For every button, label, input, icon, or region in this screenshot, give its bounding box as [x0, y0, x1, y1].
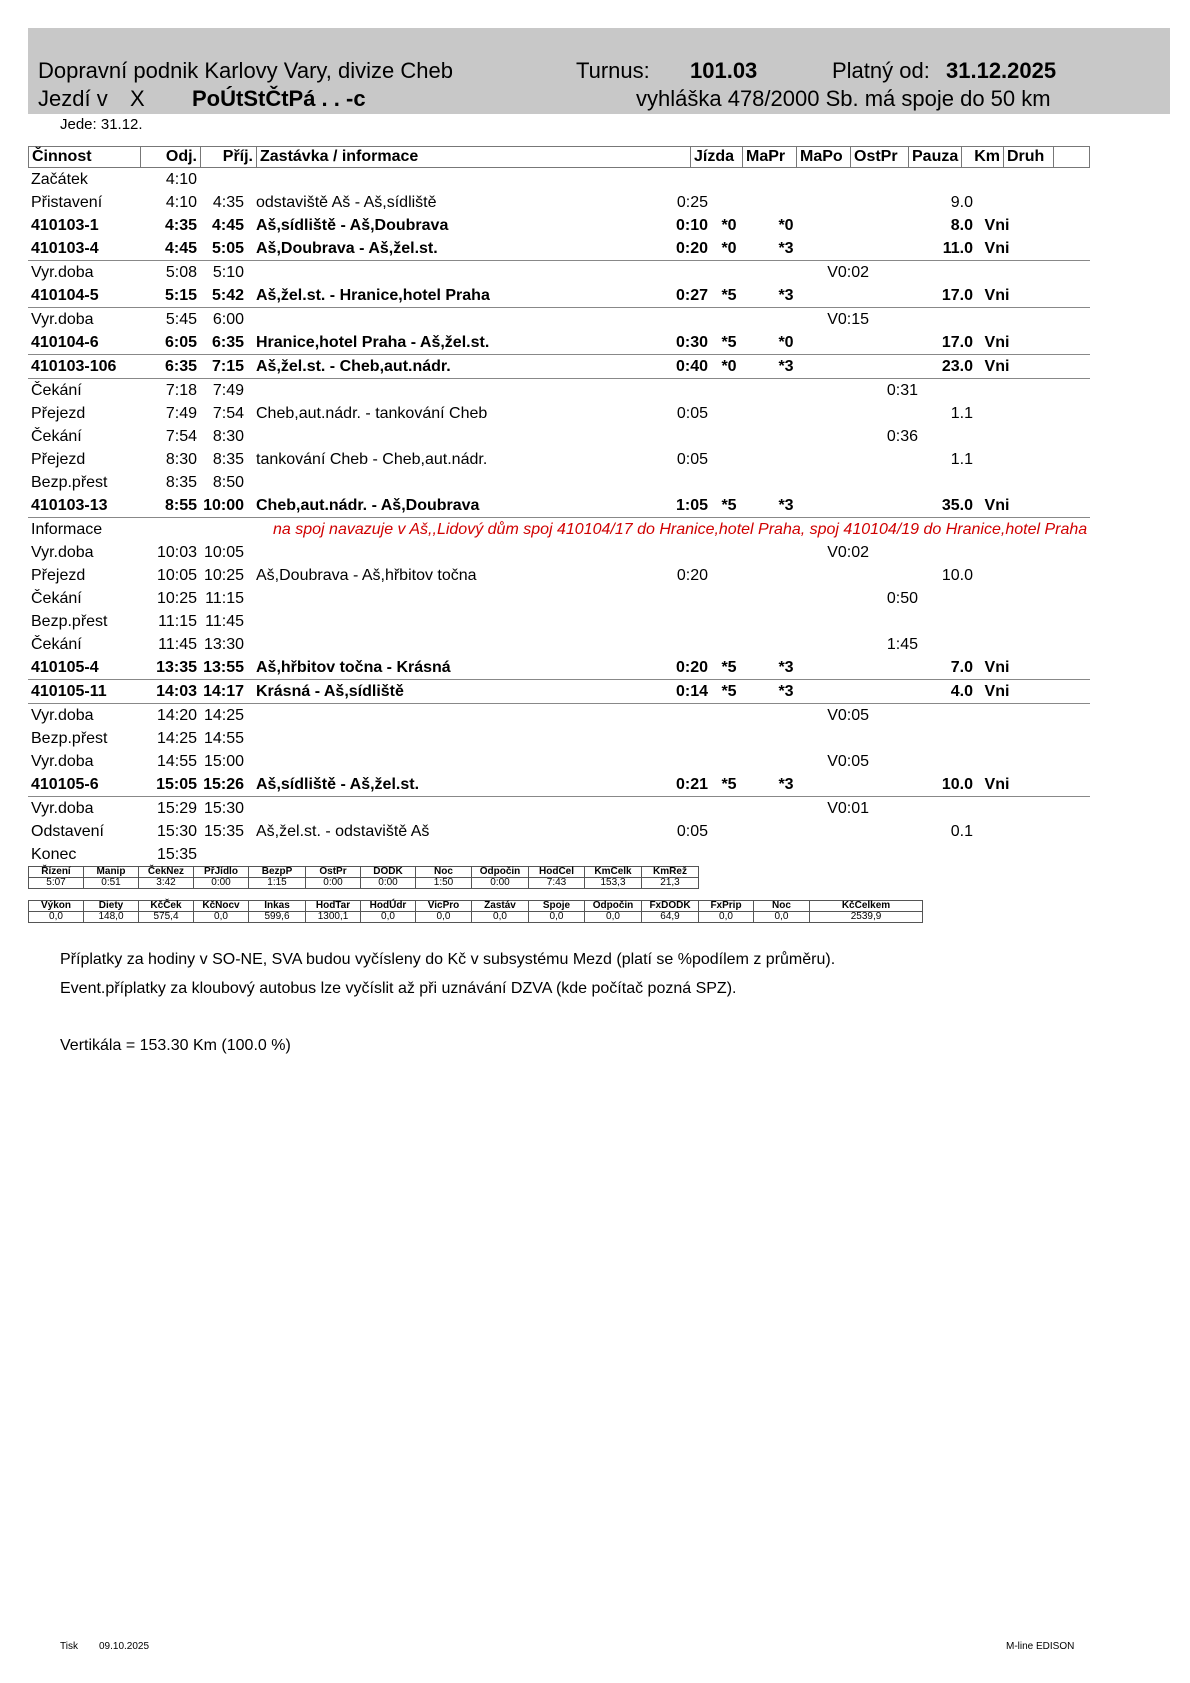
summary-header: Manip — [84, 867, 139, 878]
cell: *3 — [778, 659, 794, 676]
summary-value: 0,0 — [529, 912, 585, 923]
cell: 410103-106 — [31, 358, 117, 375]
cell: Informace — [31, 521, 103, 538]
summary-value: 0:00 — [472, 878, 529, 889]
cell: Aš,Doubrava - Aš,hřbitov točna — [256, 567, 477, 584]
column-header: OstPr — [851, 147, 909, 167]
cell: 0:20 — [676, 567, 708, 584]
summary-value: 0:00 — [194, 878, 249, 889]
column-header: Odj. — [141, 147, 201, 167]
summary-value: 5:07 — [29, 878, 84, 889]
cell: 5:08 — [165, 264, 197, 281]
cell: 7:49 — [165, 405, 197, 422]
cell: 8:35 — [165, 474, 197, 491]
summary-value: 153,3 — [585, 878, 642, 889]
cell: 9.0 — [950, 194, 973, 211]
cell: Vyr.doba — [31, 800, 94, 817]
table-row — [28, 797, 1090, 820]
cell: 10:00 — [203, 497, 244, 514]
summary-value: 0,0 — [472, 912, 529, 923]
table-row — [28, 750, 1090, 773]
summary-header: HodTar — [306, 901, 361, 912]
summary-header: KmCelk — [585, 867, 642, 878]
cell: 5:10 — [212, 264, 244, 281]
cell: 15:26 — [203, 776, 244, 793]
print-label: Tisk — [60, 1641, 78, 1652]
cell: 11:15 — [158, 613, 197, 630]
cell: 11:15 — [205, 590, 244, 607]
cell: 11:45 — [158, 636, 197, 653]
table-body — [28, 168, 1090, 866]
cell: 10.0 — [941, 776, 973, 793]
cell: Čekání — [31, 636, 82, 653]
summary-header: FxDODK — [642, 901, 699, 912]
vertikala-line: Vertikála = 153.30 Km (100.0 %) — [60, 1037, 291, 1054]
summary-value: 599,6 — [249, 912, 306, 923]
cell: odstaviště Aš - Aš,sídliště — [256, 194, 437, 211]
summary-table-2 — [28, 900, 923, 923]
table-row — [28, 656, 1090, 680]
cell: *0 — [778, 217, 794, 234]
summary-value: 0,0 — [361, 912, 416, 923]
cell: *3 — [778, 358, 794, 375]
cell: 7:54 — [165, 428, 197, 445]
cell: 11.0 — [942, 240, 973, 257]
cell: 15:35 — [156, 846, 197, 863]
summary-value: 148,0 — [84, 912, 139, 923]
cell: 8.0 — [950, 217, 973, 234]
note-line-2: Event.příplatky za kloubový autobus lze vyčíslit až při uznávání DZVA (kde počítač pozná SPZ). — [60, 980, 737, 997]
cell: *5 — [721, 683, 737, 700]
cell: 14:25 — [203, 707, 244, 724]
cell: 8:50 — [212, 474, 244, 491]
jezdi-mark: X — [130, 86, 145, 111]
summary-header: BezpP — [249, 867, 306, 878]
turnus-label: Turnus: — [576, 58, 650, 83]
cell: Vni — [984, 287, 1010, 304]
summary-header: VicPro — [416, 901, 472, 912]
summary-value: 1300,1 — [306, 912, 361, 923]
table-row — [28, 680, 1090, 704]
cell: Vni — [984, 358, 1010, 375]
summary-value: 0,0 — [194, 912, 249, 923]
column-header: Činnost — [29, 147, 141, 167]
summary-header: Zastáv — [472, 901, 529, 912]
cell: Aš,hřbitov točna - Krásná — [256, 659, 451, 676]
summary-value: 0,0 — [416, 912, 472, 923]
cell: 410103-4 — [31, 240, 99, 257]
column-header: Pauza — [909, 147, 962, 167]
note-line-1: Příplatky za hodiny v SO-NE, SVA budou vyčísleny do Kč v subsystému Mezd (platí se %podílem z průměru). — [60, 951, 836, 968]
table-row — [28, 214, 1090, 237]
platny-label: Platný od: — [832, 58, 930, 83]
table-row — [28, 402, 1090, 425]
cell: Aš,Doubrava - Aš,žel.st. — [256, 240, 438, 257]
cell: 6:35 — [211, 334, 244, 351]
summary-value: 0,0 — [754, 912, 810, 923]
summary-header: DODK — [361, 867, 416, 878]
cell: 0:10 — [675, 217, 708, 234]
column-header: Km — [962, 147, 1004, 167]
table-row — [28, 727, 1090, 750]
cell: 14:55 — [203, 730, 244, 747]
cell: *5 — [721, 287, 737, 304]
cell: V0:02 — [827, 264, 869, 281]
table-row — [28, 355, 1090, 379]
summary-header: HodÚdr — [361, 901, 416, 912]
table-row — [28, 448, 1090, 471]
cell: 14:20 — [156, 707, 197, 724]
cell: Čekání — [31, 428, 82, 445]
column-header: Druh — [1004, 147, 1054, 167]
table-row — [28, 773, 1090, 797]
summary-header: OstPr — [306, 867, 361, 878]
cell: 410104-6 — [31, 334, 99, 351]
cell: V0:05 — [827, 707, 869, 724]
cell: *3 — [778, 497, 794, 514]
regulation-text: vyhláška 478/2000 Sb. má spoje do 50 km — [636, 86, 1051, 111]
cell: *0 — [721, 240, 737, 257]
cell: 14:55 — [156, 753, 197, 770]
cell: Bezp.přest — [31, 613, 108, 630]
column-header: Zastávka / informace — [257, 147, 691, 167]
cell: *0 — [721, 217, 737, 234]
table-row — [28, 820, 1090, 843]
cell: 17.0 — [941, 334, 973, 351]
cell: 0.1 — [950, 823, 973, 840]
summary-table-1 — [28, 866, 699, 889]
cell: 4:10 — [165, 171, 197, 188]
summary-value: 1:50 — [416, 878, 472, 889]
summary-value: 0:51 — [84, 878, 139, 889]
cell: 4:35 — [212, 194, 244, 211]
table-row — [28, 284, 1090, 308]
cell: Přejezd — [31, 451, 86, 468]
cell: 15:30 — [203, 800, 244, 817]
jezdi-label: Jezdí v — [38, 86, 108, 111]
cell: 23.0 — [941, 358, 973, 375]
summary-header: ČekNez — [139, 867, 194, 878]
summary-value: 0,0 — [699, 912, 754, 923]
summary-header: Diety — [84, 901, 139, 912]
summary-header: PřJídlo — [194, 867, 249, 878]
summary-value: 64,9 — [642, 912, 699, 923]
summary-value: 3:42 — [139, 878, 194, 889]
cell: Bezp.přest — [31, 474, 108, 491]
column-header: Jízda — [691, 147, 743, 167]
cell: 5:15 — [164, 287, 197, 304]
cell: *3 — [778, 776, 794, 793]
summary-header: Výkon — [29, 901, 84, 912]
cell: 1.1 — [950, 451, 973, 468]
print-date: 09.10.2025 — [99, 1641, 150, 1652]
cell: 0:27 — [675, 287, 708, 304]
cell: Vni — [984, 240, 1010, 257]
cell: Vni — [984, 217, 1010, 234]
cell: 15:35 — [203, 823, 244, 840]
cell: 10:03 — [156, 544, 197, 561]
cell: Vyr.doba — [31, 544, 94, 561]
table-row — [28, 331, 1090, 355]
summary-header: HodCel — [529, 867, 585, 878]
cell: Vni — [984, 659, 1010, 676]
cell: 4:45 — [211, 217, 244, 234]
cell: 10:05 — [203, 544, 244, 561]
cell: Čekání — [31, 590, 82, 607]
cell: Aš,žel.st. - Hranice,hotel Praha — [256, 287, 490, 304]
cell: Přejezd — [31, 405, 86, 422]
table-row — [28, 843, 1090, 866]
cell: 1:05 — [675, 497, 708, 514]
software-brand: M-line EDISON — [1006, 1641, 1075, 1652]
table-row — [28, 308, 1090, 331]
cell: 15:00 — [203, 753, 244, 770]
cell: Krásná - Aš,sídliště — [256, 683, 404, 700]
cell: 410105-11 — [31, 683, 107, 700]
cell: tankování Cheb - Cheb,aut.nádr. — [256, 451, 488, 468]
cell: 17.0 — [941, 287, 973, 304]
cell: 7.0 — [950, 659, 973, 676]
summary-header: Řízení — [29, 867, 84, 878]
jede-date: Jede: 31.12. — [60, 116, 143, 133]
summary-header: FxPrip — [699, 901, 754, 912]
table-row — [28, 191, 1090, 214]
summary-header: Odpočin — [585, 901, 642, 912]
summary-value: 0,0 — [29, 912, 84, 923]
cell: *3 — [778, 683, 794, 700]
cell: 7:18 — [165, 382, 197, 399]
cell: 14:17 — [203, 683, 244, 700]
cell: 7:49 — [212, 382, 244, 399]
summary-value: 21,3 — [642, 878, 699, 889]
cell: Vyr.doba — [31, 707, 94, 724]
cell: 5:45 — [165, 311, 197, 328]
cell: Vni — [984, 683, 1010, 700]
cell: Hranice,hotel Praha - Aš,žel.st. — [256, 334, 490, 351]
cell: Aš,žel.st. - odstaviště Aš — [256, 823, 430, 840]
cell: Vni — [984, 776, 1010, 793]
table-row — [28, 541, 1090, 564]
summary-header: Inkas — [249, 901, 306, 912]
summary-header: KmRež — [642, 867, 699, 878]
cell: 0:05 — [676, 823, 708, 840]
cell: 5:05 — [211, 240, 244, 257]
table-row — [28, 261, 1090, 284]
operating-days: PoÚtStČtPá . . -c — [192, 86, 366, 111]
column-header: MaPr — [743, 147, 797, 167]
summary-value: 1:15 — [249, 878, 306, 889]
info-text: na spoj navazuje v Aš,,Lidový dům spoj 410104/17 do Hranice,hotel Praha, spoj 410104/19 do Hranice,hotel Praha — [273, 521, 1088, 538]
summary-header: KčNocv — [194, 901, 249, 912]
cell: 410105-4 — [31, 659, 99, 676]
turnus-value: 101.03 — [690, 58, 758, 83]
table-row — [28, 564, 1090, 587]
company-name: Dopravní podnik Karlovy Vary, divize Cheb — [38, 58, 453, 83]
schedule-table — [28, 146, 1090, 866]
summary-value: 0,0 — [585, 912, 642, 923]
cell: 8:30 — [212, 428, 244, 445]
cell: 14:25 — [156, 730, 197, 747]
cell: 0:14 — [675, 683, 708, 700]
cell: 4:10 — [165, 194, 197, 211]
cell: 7:54 — [212, 405, 244, 422]
cell: V0:01 — [827, 800, 869, 817]
cell: V0:05 — [827, 753, 869, 770]
cell: Aš,sídliště - Aš,žel.st. — [256, 776, 420, 793]
cell: 6:05 — [164, 334, 197, 351]
table-row — [28, 237, 1090, 261]
cell: Aš,žel.st. - Cheb,aut.nádr. — [256, 358, 451, 375]
cell: 8:35 — [212, 451, 244, 468]
cell: 8:30 — [165, 451, 197, 468]
summary-value: 0:00 — [306, 878, 361, 889]
cell: V0:15 — [827, 311, 869, 328]
summary-header: Odpočin — [472, 867, 529, 878]
cell: Vyr.doba — [31, 264, 94, 281]
table-row — [28, 704, 1090, 727]
cell: Bezp.přest — [31, 730, 108, 747]
cell: Aš,sídliště - Aš,Doubrava — [256, 217, 449, 234]
cell: Začátek — [31, 171, 88, 188]
cell: 4:45 — [164, 240, 197, 257]
cell: 0:05 — [676, 405, 708, 422]
cell: *5 — [721, 497, 737, 514]
cell: 410103-13 — [31, 497, 108, 514]
table-row — [28, 587, 1090, 610]
cell: 0:50 — [886, 590, 918, 607]
summary-header: KčČek — [139, 901, 194, 912]
cell: *5 — [721, 659, 737, 676]
cell: *3 — [778, 240, 794, 257]
cell: 0:25 — [676, 194, 708, 211]
cell: 4:35 — [164, 217, 197, 234]
cell: 10.0 — [941, 567, 973, 584]
cell: *0 — [778, 334, 794, 351]
cell: 6:00 — [212, 311, 244, 328]
summary-value: 2539,9 — [810, 912, 923, 923]
cell: 0:31 — [886, 382, 918, 399]
column-header: MaPo — [797, 147, 851, 167]
cell: 0:21 — [675, 776, 708, 793]
cell: 410105-6 — [31, 776, 99, 793]
cell: Přistavení — [31, 194, 103, 211]
table-row — [28, 518, 1090, 541]
cell: 13:55 — [203, 659, 244, 676]
cell: V0:02 — [827, 544, 869, 561]
cell: 0:20 — [675, 659, 708, 676]
column-header: Příj. — [201, 147, 257, 167]
table-row — [28, 610, 1090, 633]
cell: 11:45 — [205, 613, 244, 630]
cell: 0:30 — [675, 334, 708, 351]
cell: Cheb,aut.nádr. - Aš,Doubrava — [256, 497, 480, 514]
cell: 14:03 — [156, 683, 197, 700]
cell: 0:20 — [675, 240, 708, 257]
cell: Vyr.doba — [31, 753, 94, 770]
summary-value: 0:00 — [361, 878, 416, 889]
cell: 13:35 — [156, 659, 197, 676]
cell: 0:36 — [886, 428, 918, 445]
cell: Vni — [984, 497, 1010, 514]
cell: 15:29 — [156, 800, 197, 817]
cell: Přejezd — [31, 567, 86, 584]
cell: *5 — [721, 334, 737, 351]
summary-header: Noc — [754, 901, 810, 912]
cell: 7:15 — [211, 358, 244, 375]
table-row — [28, 168, 1090, 191]
cell: 410104-5 — [31, 287, 99, 304]
cell: Cheb,aut.nádr. - tankování Cheb — [256, 405, 488, 422]
summary-value: 575,4 — [139, 912, 194, 923]
cell: 35.0 — [941, 497, 973, 514]
cell: *5 — [721, 776, 737, 793]
summary-value: 7:43 — [529, 878, 585, 889]
table-row — [28, 494, 1090, 518]
cell: 0:40 — [675, 358, 708, 375]
table-row — [28, 633, 1090, 656]
table-row — [28, 471, 1090, 494]
table-header — [28, 146, 1090, 168]
cell: Vyr.doba — [31, 311, 94, 328]
table-row — [28, 425, 1090, 448]
cell: 10:25 — [203, 567, 244, 584]
cell: 13:30 — [203, 636, 244, 653]
summary-header: KčCelkem — [810, 901, 923, 912]
cell: 1.1 — [950, 405, 973, 422]
cell: Odstavení — [31, 823, 104, 840]
cell: 1:45 — [886, 636, 918, 653]
cell: 410103-1 — [31, 217, 99, 234]
cell: 5:42 — [211, 287, 244, 304]
platny-value: 31.12.2025 — [946, 58, 1057, 83]
cell: 10:05 — [156, 567, 197, 584]
cell: 15:30 — [156, 823, 197, 840]
cell: 8:55 — [164, 497, 197, 514]
cell: Čekání — [31, 382, 82, 399]
cell: Vni — [984, 334, 1010, 351]
summary-header: Spoje — [529, 901, 585, 912]
cell: *3 — [778, 287, 794, 304]
cell: 4.0 — [950, 683, 973, 700]
table-row — [28, 379, 1090, 402]
cell: *0 — [721, 358, 737, 375]
cell: 10:25 — [156, 590, 197, 607]
cell: Konec — [31, 846, 77, 863]
cell: 6:35 — [164, 358, 197, 375]
cell: 0:05 — [676, 451, 708, 468]
cell: 15:05 — [156, 776, 197, 793]
summary-header: Noc — [416, 867, 472, 878]
